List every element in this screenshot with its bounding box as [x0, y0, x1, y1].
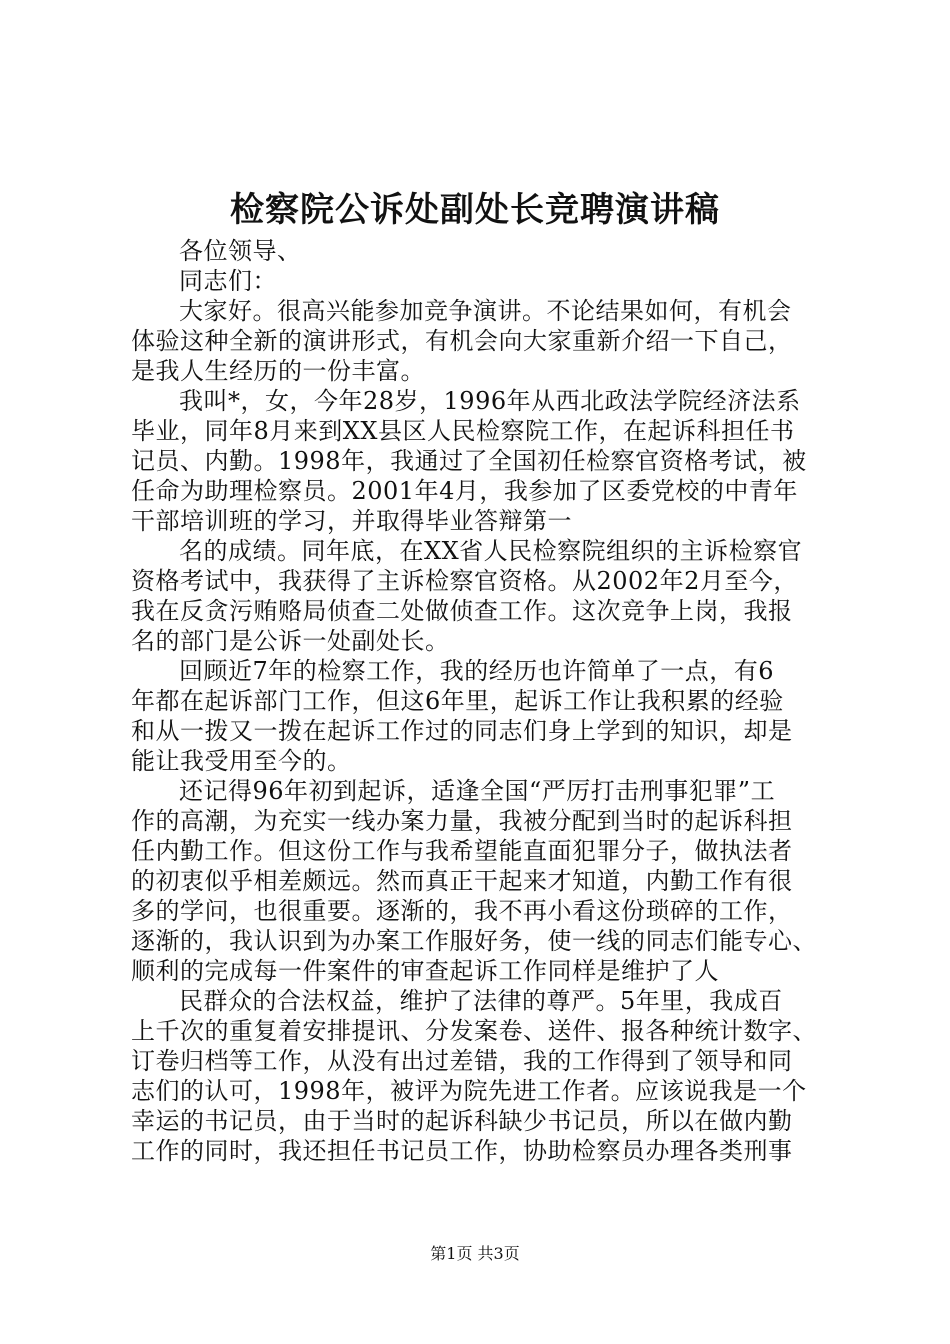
text-line: 民群众的合法权益，维护了法律的尊严。5年里，我成百: [179, 987, 783, 1015]
text-line: 还记得96年初到起诉，适逢全国“严厉打击刑事犯罪”工: [179, 777, 776, 805]
document-title: 检察院公诉处副处长竞聘演讲稿: [230, 190, 720, 230]
text-line: 名的成绩。同年底，在XX省人民检察院组织的主诉检察官: [179, 537, 803, 565]
text-line: 能让我受用至今的。: [131, 747, 352, 775]
text-line: 各位领导、: [179, 237, 302, 265]
text-line: 和从一拨又一拨在起诉工作过的同志们身上学到的知识，却是: [131, 717, 793, 745]
page-number: 第1页 共3页: [430, 1244, 520, 1263]
text-line: 志们的认可，1998年，被评为院先进工作者。应该说我是一个: [131, 1077, 807, 1105]
text-line: 大家好。很高兴能参加竞争演讲。不论结果如何，有机会: [179, 297, 792, 325]
text-line: 资格考试中，我获得了主诉检察官资格。从2002年2月至今，: [131, 567, 798, 595]
text-line: 我叫*，女，今年28岁，1996年从西北政法学院经济法系: [179, 387, 801, 415]
text-line: 作的高潮，为充实一线办案力量，我被分配到当时的起诉科担: [131, 807, 793, 835]
text-line: 记员、内勤。1998年，我通过了全国初任检察官资格考试，被: [131, 447, 807, 475]
text-line: 上千次的重复着安排提讯、分发案卷、送件、报各种统计数字、: [131, 1017, 817, 1045]
text-line: 名的部门是公诉一处副处长。: [131, 627, 450, 655]
text-line: 年都在起诉部门工作，但这6年里，起诉工作让我积累的经验: [131, 687, 784, 715]
text-line: 工作的同时，我还担任书记员工作，协助检察员办理各类刑事: [131, 1137, 793, 1165]
text-line: 干部培训班的学习，并取得毕业答辩第一: [131, 507, 572, 535]
text-line: 任命为助理检察员。2001年4月，我参加了区委党校的中青年: [131, 477, 798, 505]
text-line: 回顾近7年的检察工作，我的经历也许简单了一点，有6: [179, 657, 775, 685]
text-line: 顺利的完成每一件案件的审查起诉工作同样是维护了人: [131, 957, 719, 985]
text-line: 的初衷似乎相差颇远。然而真正干起来才知道，内勤工作有很: [131, 867, 793, 895]
text-line: 同志们：: [179, 267, 277, 295]
document-body: [131, 236, 831, 1166]
text-line: 幸运的书记员，由于当时的起诉科缺少书记员，所以在做内勤: [131, 1107, 793, 1135]
text-line: 订卷归档等工作，从没有出过差错，我的工作得到了领导和同: [131, 1047, 793, 1075]
text-line: 毕业，同年8月来到XX县区人民检察院工作，在起诉科担任书: [131, 417, 795, 445]
text-line: 我在反贪污贿赂局侦查二处做侦查工作。这次竞争上岗，我报: [131, 597, 793, 625]
text-line: 是我人生经历的一份丰富。: [131, 357, 425, 385]
text-line: 体验这种全新的演讲形式，有机会向大家重新介绍一下自己，: [131, 327, 793, 355]
text-line: 任内勤工作。但这份工作与我希望能直面犯罪分子，做执法者: [131, 837, 793, 865]
text-line: 逐渐的，我认识到为办案工作服好务，使一线的同志们能专心、: [131, 927, 817, 955]
text-line: 多的学问，也很重要。逐渐的，我不再小看这份琐碎的工作，: [131, 897, 793, 925]
